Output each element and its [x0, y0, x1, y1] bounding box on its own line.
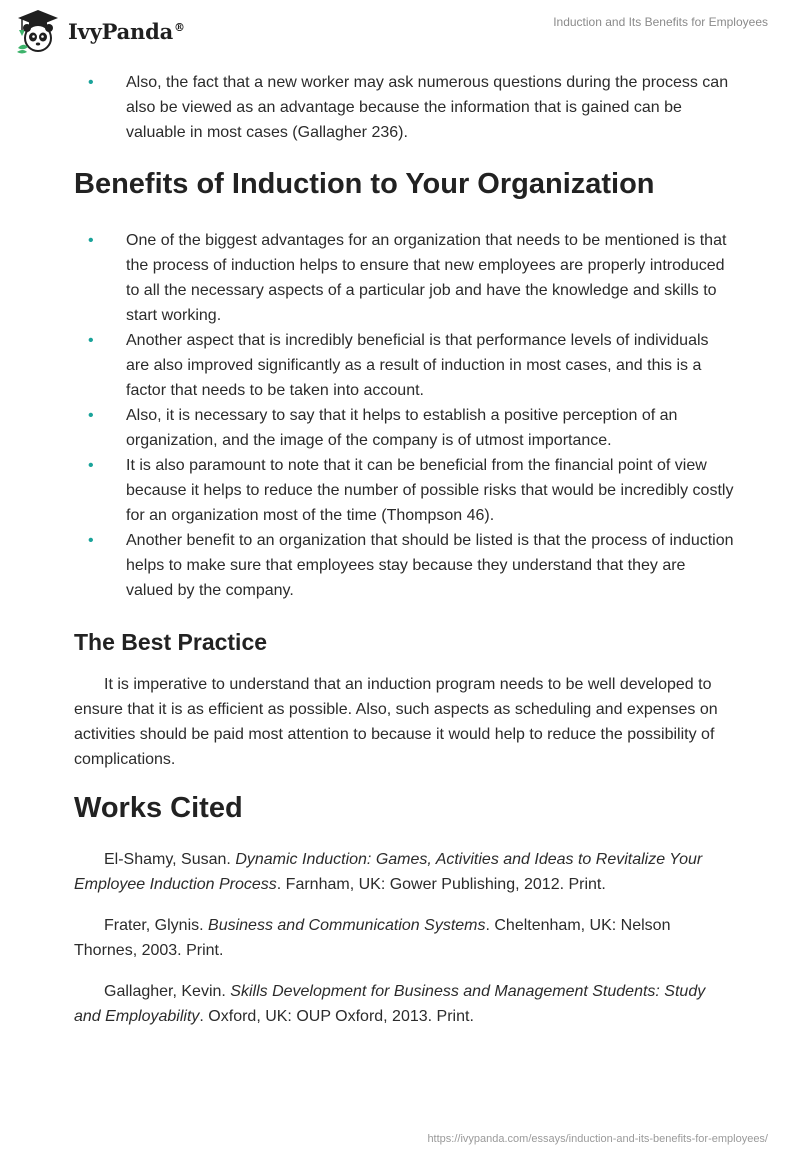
- bullet-icon: •: [88, 457, 94, 474]
- bullet-icon: •: [88, 74, 94, 91]
- page-header: [0, 0, 800, 64]
- bullet-icon: •: [88, 407, 94, 424]
- intro-bullet-list: [74, 70, 734, 145]
- list-item: • One of the biggest advantages for an organization that needs to be mentioned is that the process of induction helps to ensure that new employees are properly introduced to all the necessary aspects of a particular job and have the knowledge and skills to start working.: [74, 228, 734, 328]
- source-url[interactable]: https://ivypanda.com/essays/induction-and-its-benefits-for-employees/: [427, 1133, 768, 1145]
- benefits-bullet-list: [74, 228, 734, 603]
- document-title: Induction and Its Benefits for Employees: [553, 15, 768, 29]
- bullet-icon: •: [88, 332, 94, 349]
- citation-entry: Gallagher, Kevin. Skills Development for Business and Management Students: Study and Employability. Oxford, UK: OUP Oxford, 2013. Print.: [74, 983, 706, 1025]
- citation-entry: El-Shamy, Susan. Dynamic Induction: Games, Activities and Ideas to Revitalize Your Employee Induction Process. Farnham, UK: Gower Publishing, 2012. Print.: [74, 851, 703, 893]
- panda-logo-icon: [14, 8, 62, 54]
- citation-entry: Frater, Glynis. Business and Communication Systems. Cheltenham, UK: Nelson Thornes, 2003. Print.: [74, 917, 671, 959]
- list-item: • Another benefit to an organization that should be listed is that the process of induction helps to make sure that employees stay because they understand that they are valued by the company.: [74, 528, 734, 603]
- list-item: • Another aspect that is incredibly beneficial is that performance levels of individuals are also improved significantly as a result of induction in most cases, and this is a factor that needs to be taken into account.: [74, 328, 734, 403]
- list-item: • It is also paramount to note that it can be beneficial from the financial point of view because it helps to reduce the number of possible risks that would be incredibly costly for an organization most of the time (Thompson 46).: [74, 453, 734, 528]
- section-heading-works-cited: Works Cited: [74, 792, 243, 824]
- section-heading-benefits: Benefits of Induction to Your Organization: [74, 168, 655, 200]
- bullet-icon: •: [88, 232, 94, 249]
- logo[interactable]: [14, 8, 185, 54]
- section-heading-best-practice: The Best Practice: [74, 629, 268, 655]
- bullet-icon: •: [88, 532, 94, 549]
- best-practice-paragraph: It is imperative to understand that an induction program needs to be well developed to ensure that it is as efficient as possible. Also, such aspects as scheduling and expenses on activities should be paid most attention to because it would help to reduce the possibility of complications.: [74, 676, 718, 768]
- essay-content: [74, 70, 734, 1029]
- list-item: • Also, the fact that a new worker may ask numerous questions during the process can also be viewed as an advantage because the information that is gained can be valuable in most cases (Gallagher 236).: [74, 70, 734, 145]
- list-item: • Also, it is necessary to say that it helps to establish a positive perception of an organization, and the image of the company is of utmost importance.: [74, 403, 734, 453]
- logo-text: IvyPanda®: [68, 18, 185, 44]
